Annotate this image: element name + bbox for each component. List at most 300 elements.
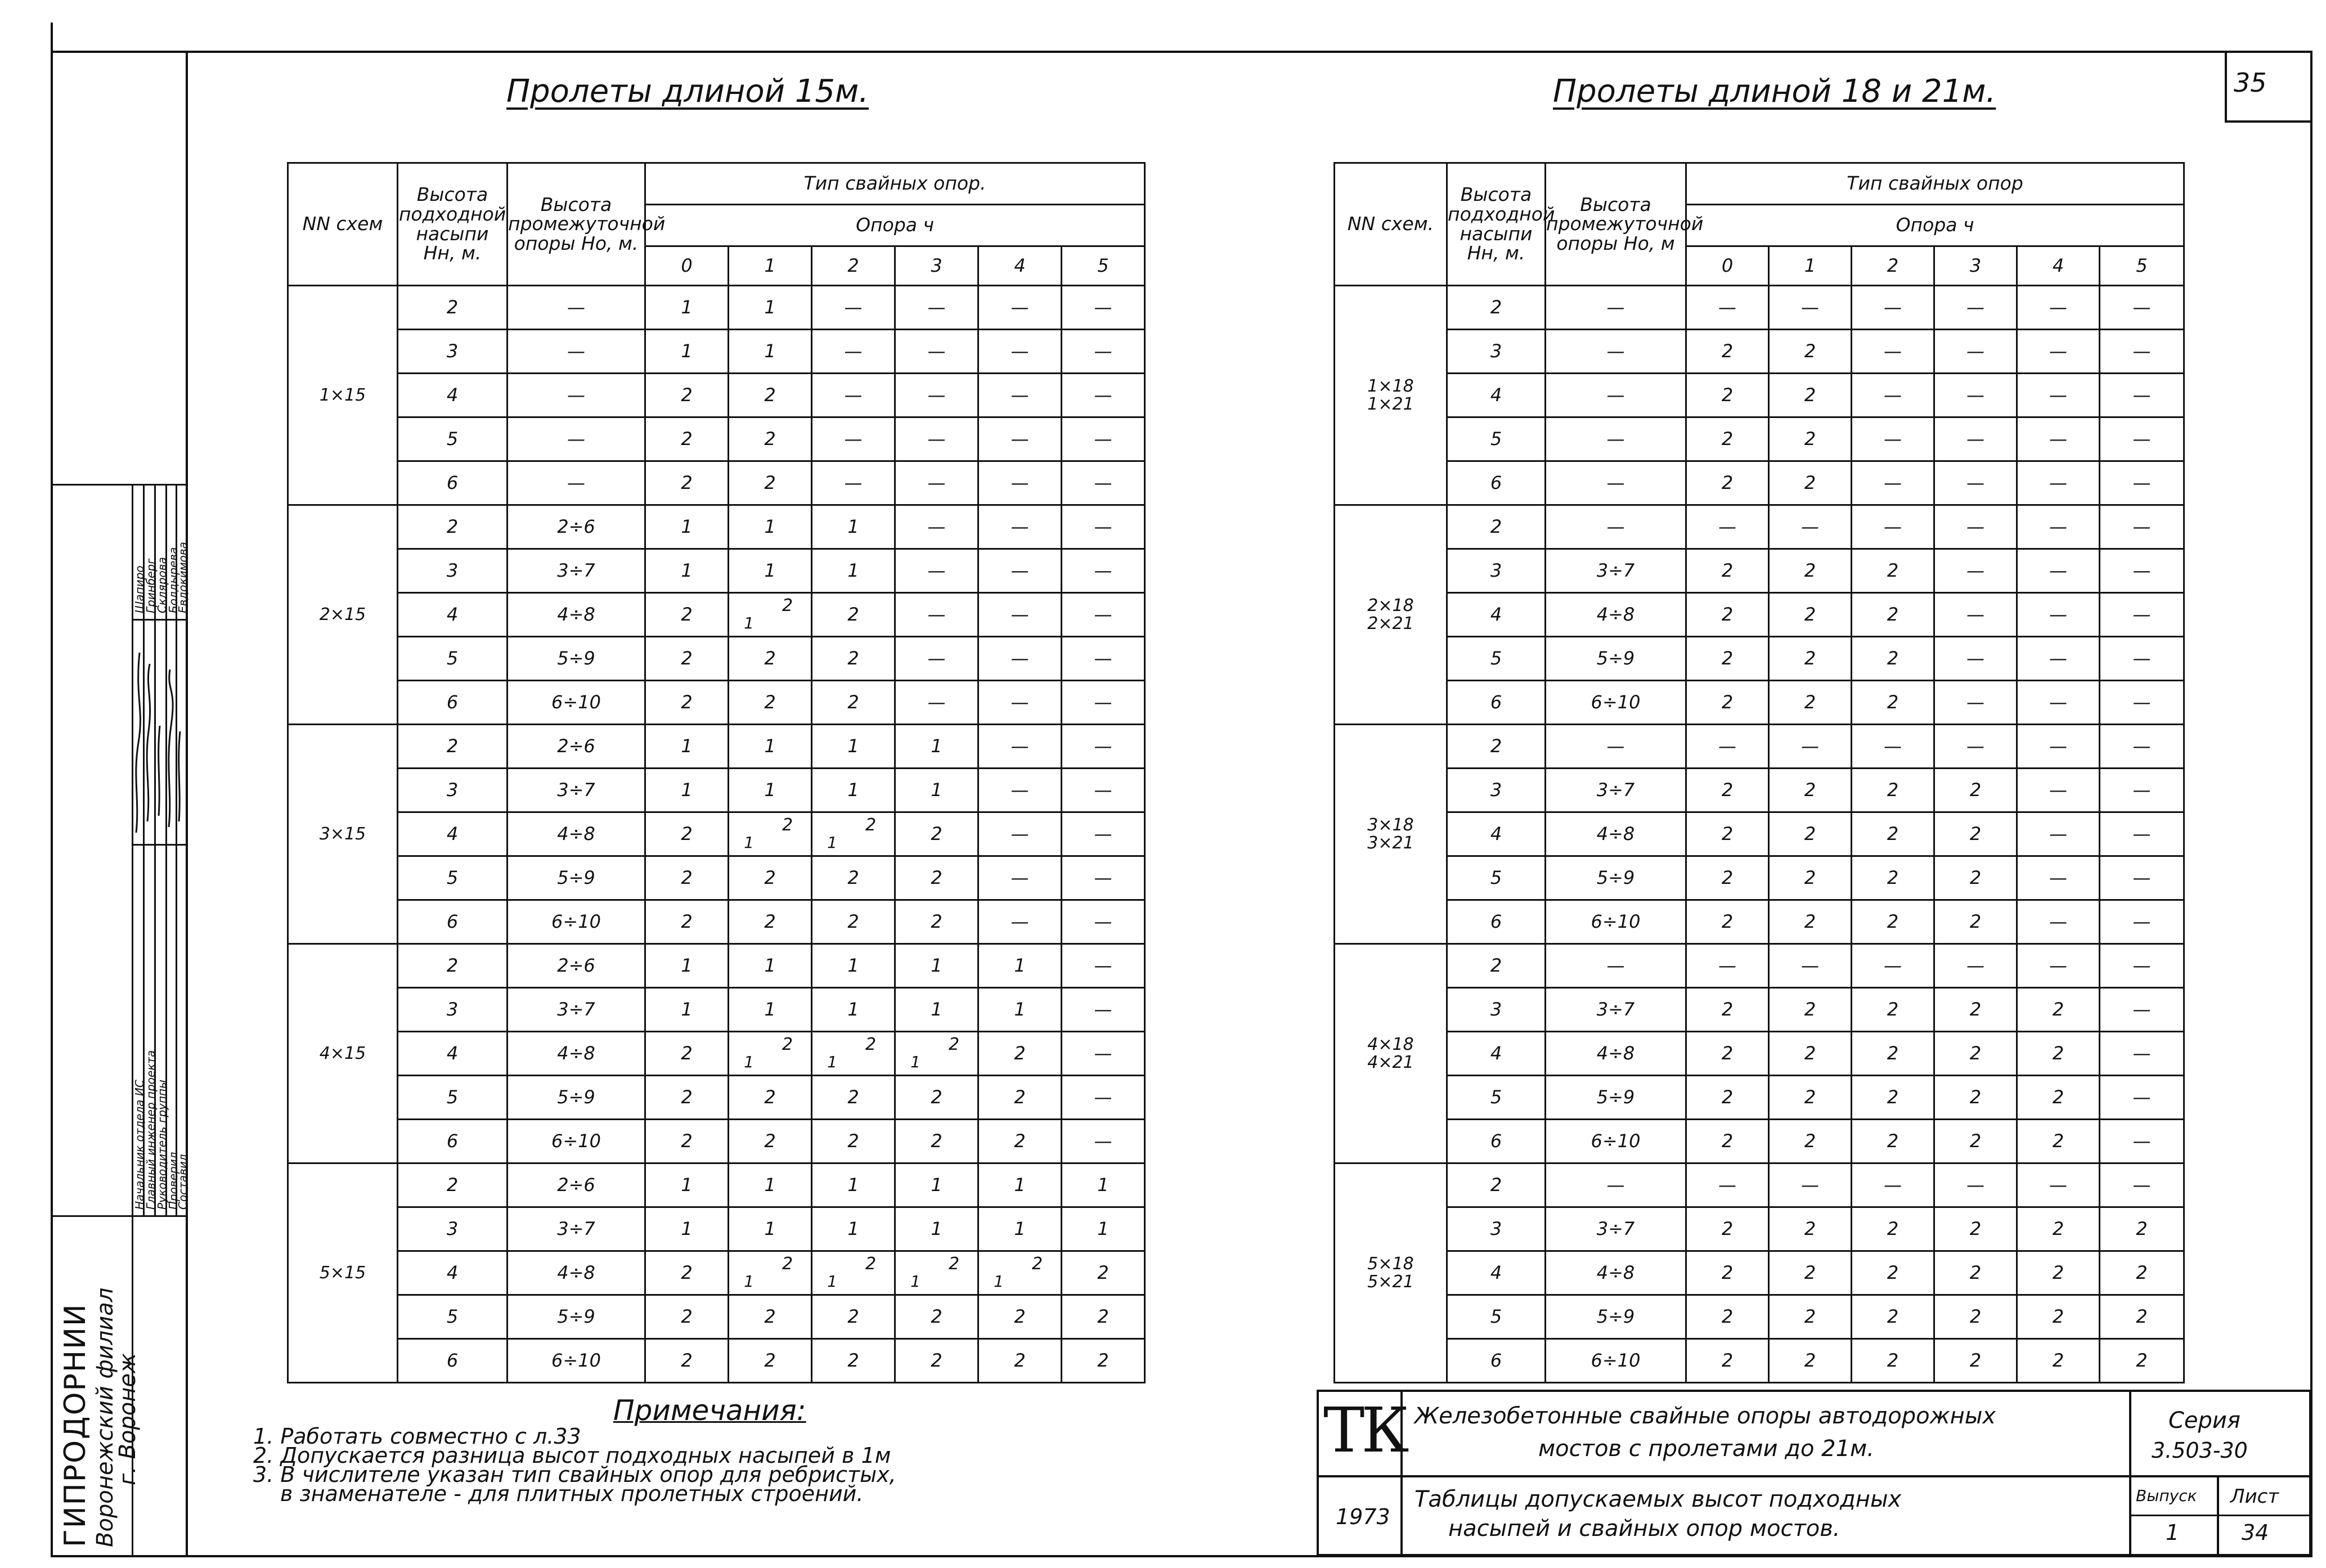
value-cell: 1 (978, 1207, 1062, 1251)
value-cell: 2 (1852, 1076, 1934, 1120)
approach-height-cell: 2 (398, 944, 508, 988)
approach-height-cell: 4 (398, 374, 508, 417)
pier-height-cell: 2÷6 (508, 725, 645, 769)
value-cell: 2 (1769, 1339, 1852, 1383)
frame-left-inner (186, 52, 188, 1557)
value-cell: 2 (645, 1032, 729, 1076)
value-cell: 2 (1852, 1251, 1934, 1295)
value-cell: — (1934, 549, 2017, 593)
pier-height-cell: 6÷10 (508, 900, 645, 944)
approach-height-cell: 5 (1447, 1076, 1546, 1120)
pier-height-cell: — (1546, 944, 1686, 988)
pier-height-cell: — (1546, 461, 1686, 505)
value-cell: — (2017, 725, 2100, 769)
support-column-2: 2 (1852, 246, 1934, 286)
sheet-value: 34 (2242, 1520, 2269, 1545)
value-cell: 2 (1852, 1120, 1934, 1163)
value-cell: — (2017, 856, 2100, 900)
fraction-numerator: 1 (744, 1272, 754, 1291)
pile-type-header: Тип свайных опор. (645, 163, 1145, 205)
approach-height-cell: 4 (1447, 1251, 1546, 1295)
value-cell: 2 (1686, 812, 1769, 856)
value-cell: 1 (812, 725, 895, 769)
value-cell: 2 (1769, 812, 1852, 856)
approach-height-cell: 5 (398, 1076, 508, 1120)
value-cell: 2 (1686, 374, 1769, 417)
value-cell: — (895, 593, 978, 637)
value-cell: 2 (1934, 1207, 2017, 1251)
support-column-5: 5 (2100, 246, 2184, 286)
value-cell: 2 (1686, 461, 1769, 505)
right-table-title: Пролеты длиной 18 и 21м. (1553, 73, 1996, 110)
fraction-denominator: 2 (782, 1254, 793, 1274)
value-cell: 1 (895, 1163, 978, 1207)
approach-height-cell: 4 (1447, 593, 1546, 637)
pier-height-cell: — (508, 286, 645, 330)
table-row (288, 1163, 1145, 1207)
pier-height-cell: 5÷9 (1546, 1295, 1686, 1339)
value-cell: 2 (1934, 988, 2017, 1032)
pier-height-cell: — (1546, 505, 1686, 549)
value-cell: — (1062, 725, 1145, 769)
approach-height-cell: 2 (1447, 1163, 1546, 1207)
value-cell: 2 (729, 856, 812, 900)
value-cell: 2 (1769, 330, 1852, 374)
table-row (288, 1120, 1145, 1163)
approach-height-cell: 4 (398, 812, 508, 856)
pier-height-cell: 4÷8 (508, 1032, 645, 1076)
approach-height-cell: 4 (398, 1032, 508, 1076)
value-cell: 2 (895, 812, 978, 856)
value-cell: 1 (729, 725, 812, 769)
table-row (288, 812, 1145, 856)
value-cell: 2 (978, 1295, 1062, 1339)
value-cell: 2 (2017, 1339, 2100, 1383)
support-column-0: 0 (645, 246, 729, 286)
pier-height-cell: — (1546, 374, 1686, 417)
value-cell: 2 (1852, 988, 1934, 1032)
table-row (288, 1251, 1145, 1295)
value-cell: 1 (645, 286, 729, 330)
table-row (288, 637, 1145, 681)
value-cell: — (1852, 417, 1934, 461)
value-cell: — (978, 725, 1062, 769)
value-cell: 2 (729, 1076, 812, 1120)
table-row (288, 681, 1145, 725)
approach-height-cell: 6 (1447, 461, 1546, 505)
value-cell: 2 (1769, 769, 1852, 812)
value-cell: 2 (1769, 681, 1852, 725)
value-cell: — (2100, 944, 2184, 988)
value-cell: — (2017, 637, 2100, 681)
value-cell: 2 (895, 900, 978, 944)
fraction-denominator: 2 (865, 1035, 877, 1054)
table-row (288, 856, 1145, 900)
scheme-cell: 1×18 1×21 (1335, 286, 1447, 505)
tk-logo: ТК (1323, 1394, 1406, 1466)
value-cell: 1 (729, 286, 812, 330)
value-cell: 2 (1769, 1207, 1852, 1251)
value-cell: — (1062, 900, 1145, 944)
title-block (1317, 1390, 2311, 1556)
value-cell: 2 (2017, 1207, 2100, 1251)
table-row (288, 549, 1145, 593)
value-cell: 1 (645, 769, 729, 812)
pier-height-cell: 6÷10 (508, 1120, 645, 1163)
value-cell: — (1852, 505, 1934, 549)
value-cell: 2 (1769, 1120, 1852, 1163)
value-cell: — (2100, 330, 2184, 374)
value-cell: 2 (1686, 988, 1769, 1032)
value-cell: — (812, 374, 895, 417)
value-cell: — (1062, 593, 1145, 637)
value-cell: 2 (812, 681, 895, 725)
table-row (1335, 461, 2184, 505)
value-cell: — (1934, 461, 2017, 505)
value-cell: 2 (729, 637, 812, 681)
approach-height-cell: 5 (1447, 1295, 1546, 1339)
value-cell: — (1686, 286, 1769, 330)
value-cell: 2 (1852, 593, 1934, 637)
value-cell: — (978, 505, 1062, 549)
note-1: 1. Работать совместно с л.33 (253, 1424, 581, 1449)
sheet-number: 35 (2234, 68, 2267, 98)
support-column-3: 3 (1934, 246, 2017, 286)
approach-height-cell: 6 (398, 900, 508, 944)
fraction-cell (978, 1251, 1062, 1295)
value-cell: — (1062, 1032, 1145, 1076)
support-column-4: 4 (978, 246, 1062, 286)
value-cell: 2 (645, 1339, 729, 1383)
sheet-label: Лист (2230, 1485, 2279, 1508)
value-cell: — (1769, 725, 1852, 769)
value-cell: 2 (1686, 900, 1769, 944)
pier-height-cell: 5÷9 (1546, 1076, 1686, 1120)
table-row (288, 1295, 1145, 1339)
fraction-denominator: 2 (865, 1254, 877, 1274)
value-cell: 2 (812, 1339, 895, 1383)
header-row (1335, 163, 2184, 205)
fraction-denominator: 2 (1032, 1254, 1043, 1274)
approach-height-cell: 5 (398, 1295, 508, 1339)
approach-height-cell: 5 (1447, 856, 1546, 900)
pile-type-header: Тип свайных опор (1686, 163, 2184, 205)
approach-height-header: Высота подходной насыпи Hн, м. (398, 163, 508, 286)
fraction-cell (729, 812, 812, 856)
value-cell: — (1934, 374, 2017, 417)
value-cell: 2 (812, 856, 895, 900)
value-cell: — (978, 286, 1062, 330)
value-cell: 2 (1686, 769, 1769, 812)
value-cell: 2 (895, 856, 978, 900)
value-cell: 1 (645, 944, 729, 988)
approach-height-cell: 2 (1447, 505, 1546, 549)
value-cell: 2 (1686, 681, 1769, 725)
pier-height-cell: — (1546, 1163, 1686, 1207)
stamp-role-3: Руководитель группы (155, 1080, 169, 1210)
value-cell: 2 (2017, 1076, 2100, 1120)
value-cell: 2 (812, 900, 895, 944)
table-row (288, 988, 1145, 1032)
value-cell: — (895, 505, 978, 549)
value-cell: 1 (729, 1163, 812, 1207)
fraction-cell (729, 1251, 812, 1295)
pier-height-cell: — (508, 461, 645, 505)
value-cell: — (1062, 505, 1145, 549)
value-cell: — (1062, 417, 1145, 461)
pier-height-cell: 3÷7 (508, 769, 645, 812)
value-cell: — (1062, 769, 1145, 812)
stamp-h2 (53, 1215, 186, 1217)
stamp-role-4: Проверил (167, 1152, 180, 1210)
notes-list (253, 1424, 896, 1506)
approach-height-cell: 6 (398, 1339, 508, 1383)
table-row (1335, 637, 2184, 681)
value-cell: 1 (645, 549, 729, 593)
approach-height-cell: 3 (1447, 1207, 1546, 1251)
scheme-cell: 5×15 (288, 1163, 398, 1383)
table-row (1335, 1207, 2184, 1251)
value-cell: 2 (1686, 1251, 1769, 1295)
value-cell: — (1062, 374, 1145, 417)
value-cell: 2 (2017, 1120, 2100, 1163)
value-cell: 2 (2017, 988, 2100, 1032)
value-cell: 2 (812, 637, 895, 681)
value-cell: — (895, 637, 978, 681)
value-cell: 1 (812, 944, 895, 988)
notes-heading: Примечания: (613, 1394, 806, 1427)
value-cell: 2 (729, 1295, 812, 1339)
value-cell: 2 (1769, 1251, 1852, 1295)
value-cell: 2 (1686, 1207, 1769, 1251)
approach-height-cell: 6 (1447, 1339, 1546, 1383)
value-cell: — (1769, 944, 1852, 988)
value-cell: 2 (1686, 1339, 1769, 1383)
value-cell: — (2100, 593, 2184, 637)
table-row (1335, 593, 2184, 637)
value-cell: 2 (645, 417, 729, 461)
pier-height-cell: 2÷6 (508, 1163, 645, 1207)
value-cell: 2 (2017, 1032, 2100, 1076)
value-cell: 2 (1852, 812, 1934, 856)
fraction-denominator: 2 (782, 596, 793, 615)
value-cell: 1 (812, 1207, 895, 1251)
value-cell: 2 (1934, 1076, 2017, 1120)
fraction-numerator: 1 (910, 1272, 920, 1291)
scheme-cell: 5×18 5×21 (1335, 1163, 1447, 1383)
value-cell: — (895, 286, 978, 330)
value-cell: — (1934, 725, 2017, 769)
value-cell: — (2100, 856, 2184, 900)
table-row (1335, 988, 2184, 1032)
table-row (1335, 1339, 2184, 1383)
value-cell: 2 (645, 637, 729, 681)
value-cell: 1 (895, 944, 978, 988)
value-cell: 2 (1769, 461, 1852, 505)
stamp-branch: Воронежский филиал (92, 1287, 118, 1547)
value-cell: — (895, 549, 978, 593)
support-column-5: 5 (1062, 246, 1145, 286)
value-cell: 1 (729, 505, 812, 549)
table-row (1335, 1032, 2184, 1076)
stamp-name-4: Болдырева (167, 547, 180, 613)
table-row (1335, 856, 2184, 900)
value-cell: — (1062, 681, 1145, 725)
value-cell: — (1686, 505, 1769, 549)
value-cell: 2 (645, 374, 729, 417)
value-cell: — (1852, 725, 1934, 769)
pier-height-cell: 5÷9 (508, 637, 645, 681)
approach-height-cell: 6 (1447, 900, 1546, 944)
value-cell: 1 (1062, 1207, 1145, 1251)
approach-height-cell: 3 (398, 549, 508, 593)
pier-height-cell: — (1546, 417, 1686, 461)
pier-height-cell: 3÷7 (508, 549, 645, 593)
value-cell: 2 (645, 681, 729, 725)
value-cell: 1 (729, 330, 812, 374)
value-cell: 2 (645, 1076, 729, 1120)
value-cell: — (1934, 505, 2017, 549)
value-cell: — (2017, 417, 2100, 461)
value-cell: — (1686, 1163, 1769, 1207)
value-cell: — (2100, 286, 2184, 330)
approach-height-cell: 6 (1447, 1120, 1546, 1163)
approach-height-cell: 5 (398, 637, 508, 681)
support-header: Опора ч (1686, 205, 2184, 246)
value-cell: — (978, 637, 1062, 681)
value-cell: 2 (812, 1120, 895, 1163)
value-cell: — (1062, 856, 1145, 900)
value-cell: 2 (978, 1339, 1062, 1383)
value-cell: 1 (1062, 1163, 1145, 1207)
value-cell: 1 (729, 549, 812, 593)
value-cell: 2 (1852, 769, 1934, 812)
value-cell: — (1686, 725, 1769, 769)
value-cell: — (2017, 944, 2100, 988)
fraction-numerator: 1 (744, 613, 754, 632)
approach-height-cell: 2 (398, 286, 508, 330)
support-column-4: 4 (2017, 246, 2100, 286)
pier-height-cell: — (1546, 330, 1686, 374)
approach-height-cell: 5 (398, 856, 508, 900)
table-row (1335, 769, 2184, 812)
value-cell: 2 (1852, 1032, 1934, 1076)
frame-right (2310, 52, 2312, 1557)
scheme-cell: 4×15 (288, 944, 398, 1163)
value-cell: 2 (2017, 1251, 2100, 1295)
value-cell: 2 (1934, 769, 2017, 812)
value-cell: — (1934, 944, 2017, 988)
table-row (288, 505, 1145, 549)
pier-height-cell: 4÷8 (1546, 812, 1686, 856)
value-cell: — (2100, 461, 2184, 505)
value-cell: — (1934, 330, 2017, 374)
title-block-mid-divider (1319, 1475, 2309, 1477)
left-table-title: Пролеты длиной 15м. (506, 73, 869, 110)
value-cell: 1 (645, 725, 729, 769)
value-cell: 1 (645, 505, 729, 549)
approach-height-cell: 4 (1447, 1032, 1546, 1076)
scheme-cell: 2×15 (288, 505, 398, 725)
approach-height-cell: 2 (1447, 286, 1546, 330)
note-4: в знаменателе - для плитных пролетных строений. (280, 1481, 864, 1506)
table-row (1335, 374, 2184, 417)
value-cell: 2 (2100, 1295, 2184, 1339)
value-cell: — (2100, 1120, 2184, 1163)
stamp-h4 (132, 844, 186, 846)
value-cell: — (1769, 505, 1852, 549)
approach-height-cell: 4 (398, 593, 508, 637)
value-cell: 1 (645, 1163, 729, 1207)
fraction-cell (812, 812, 895, 856)
value-cell: — (1686, 944, 1769, 988)
value-cell: — (2017, 900, 2100, 944)
value-cell: 2 (1769, 988, 1852, 1032)
value-cell: — (978, 769, 1062, 812)
value-cell: — (978, 330, 1062, 374)
approach-height-cell: 6 (398, 461, 508, 505)
issue-value: 1 (2166, 1520, 2180, 1545)
value-cell: 2 (978, 1076, 1062, 1120)
approach-height-cell: 2 (398, 725, 508, 769)
value-cell: — (2017, 330, 2100, 374)
stamp-city: г. Воронеж (115, 1353, 141, 1485)
value-cell: — (2100, 988, 2184, 1032)
value-cell: 1 (812, 549, 895, 593)
value-cell: 1 (895, 725, 978, 769)
support-column-1: 1 (1769, 246, 1852, 286)
value-cell: — (812, 330, 895, 374)
value-cell: — (2100, 505, 2184, 549)
value-cell: 2 (2100, 1207, 2184, 1251)
stamp-name-2: Гринберг (144, 558, 158, 613)
value-cell: — (2100, 549, 2184, 593)
value-cell: 2 (1852, 1295, 1934, 1339)
approach-height-cell: 3 (398, 330, 508, 374)
table-row (288, 1207, 1145, 1251)
value-cell: 2 (895, 1295, 978, 1339)
value-cell: 2 (1852, 637, 1934, 681)
pier-height-cell: 5÷9 (508, 856, 645, 900)
value-cell: 1 (812, 1163, 895, 1207)
value-cell: — (1062, 286, 1145, 330)
value-cell: — (978, 856, 1062, 900)
value-cell: — (895, 461, 978, 505)
value-cell: 2 (1686, 417, 1769, 461)
table-row (1335, 286, 2184, 330)
value-cell: 2 (1686, 1295, 1769, 1339)
value-cell: 2 (1686, 330, 1769, 374)
pier-height-cell: 5÷9 (508, 1076, 645, 1120)
value-cell: — (2100, 900, 2184, 944)
table-row (1335, 1295, 2184, 1339)
note-2: 2. Допускается разница высот подходных насыпей в 1м (253, 1443, 891, 1468)
value-cell: 2 (1852, 549, 1934, 593)
value-cell: — (2100, 637, 2184, 681)
value-cell: — (895, 374, 978, 417)
value-cell: 2 (645, 461, 729, 505)
approach-height-cell: 5 (1447, 637, 1546, 681)
value-cell: 2 (729, 417, 812, 461)
fraction-denominator: 2 (782, 815, 793, 835)
value-cell: — (2100, 681, 2184, 725)
stamp-org: ГИПРОДОРНИИ (59, 1303, 92, 1547)
stamp-role-1: Начальник отдела ИС (133, 1080, 146, 1210)
value-cell: 1 (978, 944, 1062, 988)
value-cell: — (1062, 812, 1145, 856)
fraction-numerator: 1 (827, 1052, 837, 1071)
title-block-issue-hline (2129, 1515, 2309, 1516)
